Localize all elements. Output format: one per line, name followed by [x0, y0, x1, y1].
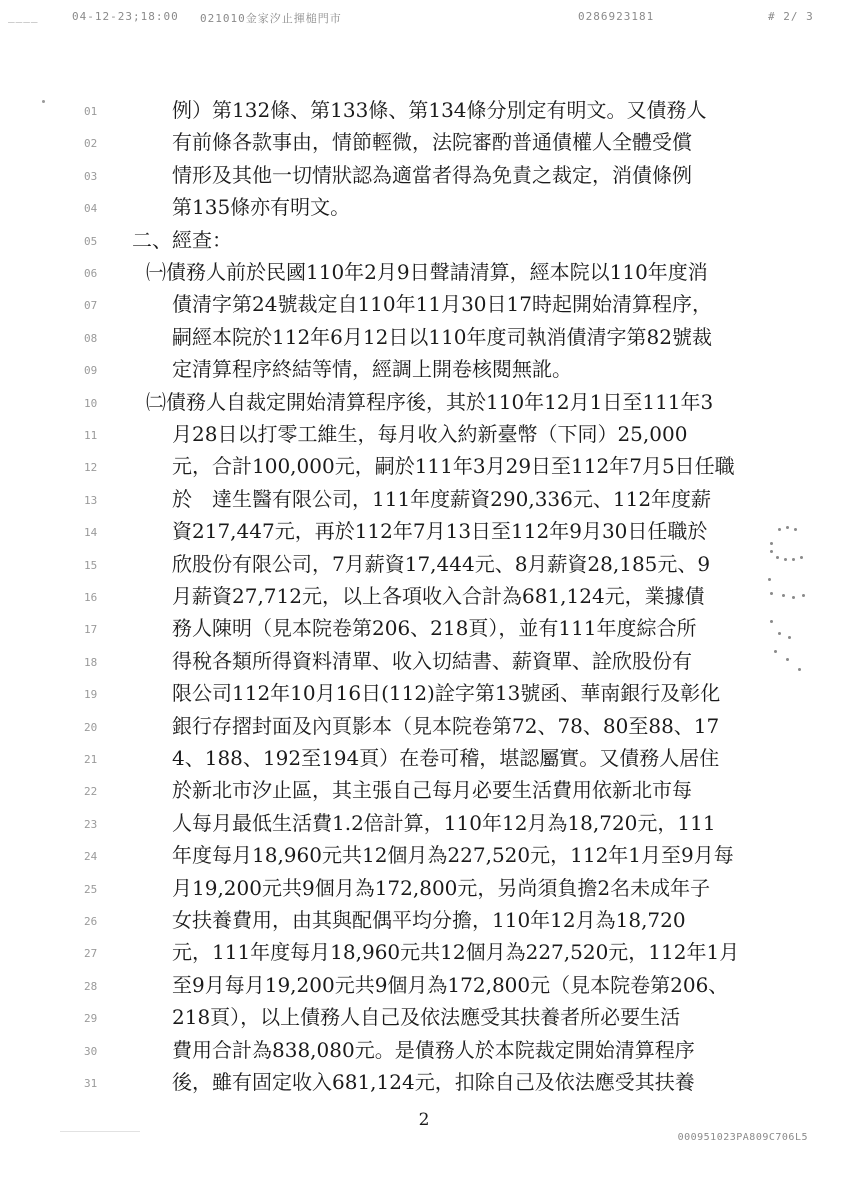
line-number: 18: [84, 655, 98, 669]
line-number: 20: [84, 720, 98, 734]
fax-datetime: 04-12-23;18:00: [72, 10, 179, 23]
faint-scan-line: [60, 1131, 140, 1132]
line-text: 元，合計100,000元，嗣於111年3月29日至112年7月5日任職: [172, 454, 735, 479]
line-text: ㈡債務人自裁定開始清算程序後，其於110年12月1日至111年3: [146, 389, 714, 414]
line-number: 25: [84, 882, 98, 896]
line-text: 限公司112年10月16日(112)詮字第13號函、華南銀行及彰化: [172, 681, 721, 706]
line-text: 定清算程序終結等情，經調上開卷核閱無訛。: [172, 357, 572, 382]
perforation-marks: [764, 520, 814, 680]
line-number: 04: [84, 202, 98, 216]
line-text: 例）第132條、第133條、第134條分別定有明文。又債務人: [172, 98, 707, 122]
line-text: 4、188、192至194頁）在卷可稽，堪認屬實。又債務人居住: [172, 746, 720, 770]
line-number: 17: [84, 623, 98, 637]
line-number: 01: [84, 105, 98, 118]
line-number: 02: [84, 137, 98, 151]
fax-sender: 021010金家汐止揮槌門市: [200, 12, 342, 25]
line-number: 19: [84, 688, 98, 702]
line-text: 銀行存摺封面及內頁影本（見本院卷第72、78、80至88、17: [172, 713, 720, 738]
line-text: ㈠債務人前於民國110年2月9日聲請清算，經本院以110年度消: [146, 260, 708, 284]
line-text: 於 達生醫有限公司，111年度薪資290,336元、112年度薪: [172, 486, 712, 511]
line-text: 費用合計為838,080元。是債務人於本院裁定開始清算程序: [172, 1037, 695, 1062]
fax-number: 0286923181: [578, 10, 655, 23]
line-text: 得稅各類所得資料清單、收入切結書、薪資單、詮欣股份有: [172, 648, 692, 673]
fax-header: [0, 10, 848, 30]
line-number: 24: [84, 850, 98, 864]
line-text: 年度每月18,960元共12個月為227,520元，112年1月至9月每: [172, 843, 734, 868]
line-number: 07: [84, 299, 98, 313]
line-text: 二、經查：: [132, 227, 232, 252]
line-text: 女扶養費用，由其與配偶平均分擔，110年12月為18,720: [172, 908, 686, 932]
line-text: 欣股份有限公司，7月薪資17,444元、8月薪資28,185元、9: [172, 551, 711, 576]
document-code: 000951023PA809C706L5: [677, 1132, 808, 1143]
line-text: 第135條亦有明文。: [172, 195, 351, 220]
document-line: [0, 937, 848, 969]
line-text: 人每月最低生活費1.2倍計算，110年12月為18,720元，111: [172, 810, 716, 835]
line-number: 23: [84, 817, 98, 831]
document-line: [0, 257, 848, 289]
document-line: [0, 95, 848, 127]
line-text: 月19,200元共9個月為172,800元，另尚須負擔2名未成年子: [172, 875, 711, 900]
document-line: [0, 516, 848, 548]
document-line: [0, 127, 848, 159]
document-line: [0, 451, 848, 483]
document-line: [0, 840, 848, 872]
line-text: 債清字第24號裁定自110年11月30日17時起開始清算程序，: [172, 292, 712, 317]
line-text: 後，雖有固定收入681,124元，扣除自己及依法應受其扶養: [172, 1070, 695, 1094]
line-number: 21: [84, 753, 98, 766]
document-line: [0, 192, 848, 224]
line-number: 08: [84, 331, 98, 345]
document-line: [0, 387, 848, 419]
line-number: 26: [84, 915, 98, 928]
document-line: [0, 419, 848, 451]
line-number: 31: [84, 1077, 98, 1090]
line-number: 05: [84, 234, 98, 248]
fax-header-marks: ____: [8, 10, 39, 23]
document-line: [0, 678, 848, 710]
document-line: [0, 873, 848, 905]
line-number: 10: [84, 396, 98, 410]
page-number: 2: [418, 1110, 430, 1130]
document-line: [0, 905, 848, 937]
line-number: 06: [84, 267, 98, 280]
line-number: 27: [84, 947, 98, 961]
document-line: [0, 289, 848, 321]
line-number: 29: [84, 1012, 98, 1026]
document-line: [0, 711, 848, 743]
fax-page-indicator: # 2/ 3: [768, 10, 814, 23]
line-text: 月28日以打零工維生，每月收入約新臺幣（下同）25,000: [172, 422, 688, 446]
document-line: [0, 1067, 848, 1099]
line-number: 15: [84, 558, 98, 572]
document-line: [0, 225, 848, 257]
document-line: [0, 1002, 848, 1034]
line-text: 元，111年度每月18,960元共12個月為227,520元，112年1月: [172, 940, 740, 965]
document-line: [0, 743, 848, 775]
line-text: 務人陳明（見本院卷第206、218頁），並有111年度綜合所: [172, 616, 697, 641]
line-text: 情形及其他一切情狀認為適當者得為免責之裁定，消債條例: [172, 162, 692, 187]
line-number: 22: [84, 785, 98, 799]
line-text: 月薪資27,712元，以上各項收入合計為681,124元，業據債: [172, 584, 705, 608]
document-line: [0, 1035, 848, 1067]
line-text: 有前條各款事由，情節輕微，法院審酌普通債權人全體受償: [172, 130, 692, 155]
line-text: 於新北市汐止區，其主張自己每月必要生活費用依新北市每: [172, 778, 692, 803]
line-number: 28: [84, 979, 98, 993]
document-line: [0, 646, 848, 678]
line-text: 218頁），以上債務人自己及依法應受其扶養者所必要生活: [172, 1005, 681, 1030]
line-number: 03: [84, 169, 98, 183]
line-number: 09: [84, 364, 98, 378]
document-line: [0, 775, 848, 807]
document-line: [0, 549, 848, 581]
line-number: 30: [84, 1044, 98, 1058]
document-line: [0, 808, 848, 840]
document-line: [0, 613, 848, 645]
document-line: [0, 581, 848, 613]
line-number: 12: [84, 461, 98, 475]
line-number: 13: [84, 493, 98, 507]
document-line: [0, 354, 848, 386]
line-text: 至9月每月19,200元共9個月為172,800元（見本院卷第206、: [172, 972, 729, 997]
document-line: [0, 484, 848, 516]
document-line: [0, 322, 848, 354]
line-number: 16: [84, 591, 98, 604]
line-number: 14: [84, 526, 98, 540]
document-line: [0, 970, 848, 1002]
line-text: 資217,447元，再於112年7月13日至112年9月30日任職於: [172, 519, 708, 544]
line-number: 11: [84, 429, 98, 442]
line-text: 嗣經本院於112年6月12日以110年度司執消債清字第82號裁: [172, 324, 712, 349]
document-line: [0, 160, 848, 192]
